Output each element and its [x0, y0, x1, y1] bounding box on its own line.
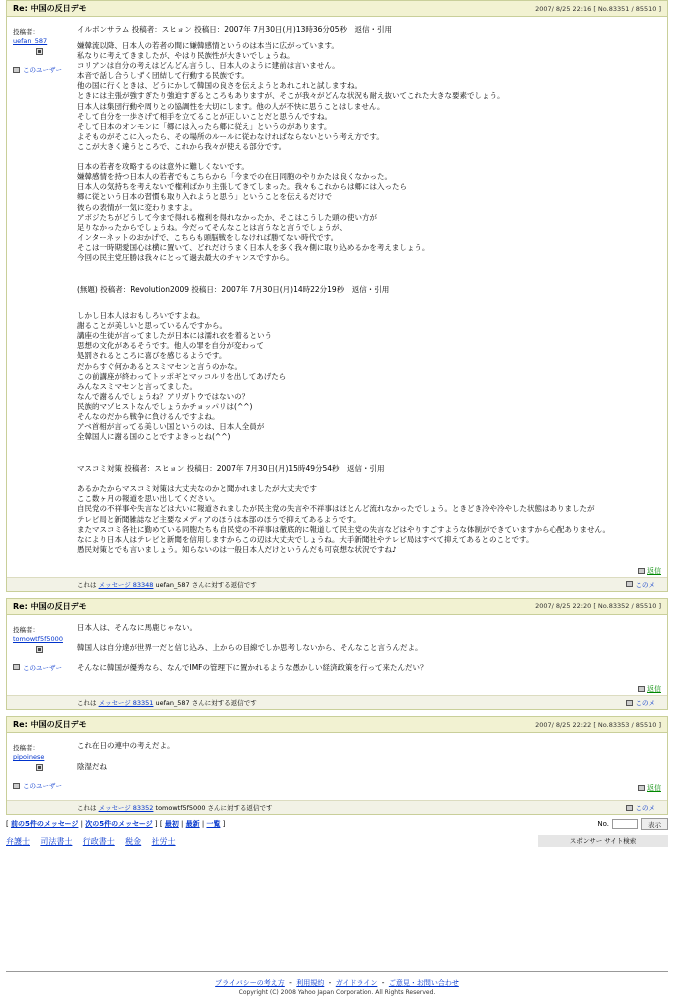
this-user-link[interactable] [13, 663, 65, 672]
list-link[interactable]: 一覧 [206, 820, 221, 829]
post-83351 [6, 0, 668, 592]
tag-link[interactable]: 司法書士 [40, 836, 73, 846]
text-line: この前講座が終わってトッポギとマッコルリを出してあげたら [77, 371, 287, 381]
reply-row [77, 565, 661, 577]
text-line: 思想の文化があるそうです。他人の罪を自分が変わって [77, 341, 264, 351]
reply-row [77, 782, 661, 794]
memo-link[interactable] [626, 698, 656, 707]
foot-suffix: tomowtf5f5000 さんに対する返信です [155, 804, 273, 813]
text-line: コリアンは自分の考えはどんどん言うし、日本人のように建前は言いません。 [77, 61, 340, 71]
poster-label: 投稿者： [13, 625, 39, 634]
text-line: 足りなかったからでしょうね。今だってそんなことは言うなと言うでしょうが、 [77, 222, 347, 232]
next-messages-link[interactable]: 次の5件のメッセージ [85, 820, 153, 829]
sponsor-search-label[interactable]: スポンサー サイト検索 [538, 835, 668, 847]
text-line: 今回の民主党圧勝は我々にとって過去最大のチャンスですから。 [77, 252, 294, 262]
message-navigation: [ 前の5件のメッセージ | 次の5件のメッセージ ] [ 最初 | 最新 | 一覧 ] No. 表示 [6, 817, 668, 831]
text-line: またマスコミ各社に勤めている同胞たちも自民党の不祥事は徹底的に報道して民主党の失言などはやりすごすような体制ができていますから心配ありません。 [77, 524, 610, 534]
text-line: 他の国に行くときは、どうにかして韓国の良さを伝えようとあれこれと試しますね。 [77, 81, 362, 91]
poster-name-link[interactable]: uefan_587 [13, 37, 48, 45]
sponsor-tags [6, 836, 184, 847]
reply-icon [638, 568, 645, 574]
text-line: そして自分を一歩さげて相手を立てることが正しいことだと思うんですね。 [77, 111, 332, 121]
text-line: 私なりに考えてきましたが、やはり民族性が大きいでしょうね。 [77, 51, 295, 61]
poster-name-link[interactable]: pipoinese [13, 753, 45, 762]
poster-panel [7, 733, 71, 800]
post-footer [7, 695, 667, 709]
memo-label: このメ [635, 804, 655, 813]
text-line: 謝ることが美しいと思っているんですから。 [77, 321, 227, 331]
post-title: Re: 中国の反日デモ [13, 4, 87, 13]
text-line [77, 752, 661, 762]
text-line: ここが大きく違うところで、これから我々が使える部分です。 [77, 141, 287, 151]
post-83353 [6, 716, 668, 815]
text-line: 処罰されるところに喜びを感じるようです。 [77, 351, 227, 361]
parent-message-link[interactable]: メッセージ 83352 [98, 804, 154, 813]
text-line: 全韓国人に謝る国のことですよきっとね(^^) [77, 432, 231, 442]
quoted-post-body [77, 484, 661, 555]
text-line: 日本人の気持ちを考えないで権利ばかり主張してきてしまった。我々もこれからは郷には入ったら [77, 182, 407, 192]
text-line: 本音で話し合うしずく団結して行動する民族です。 [77, 71, 249, 81]
user-icon [13, 67, 20, 73]
quoted-post-header: マスコミ対策 投稿者：スヒョン 投稿日：2007年 7月30日(月)15時49分54秒 返信・引用 [77, 464, 385, 474]
post-83352 [6, 598, 668, 710]
text-line: そして日本のオンモンに「郷には入ったら郷に従え」というのがあります。 [77, 121, 332, 131]
latest-link[interactable]: 最新 [185, 820, 200, 829]
post-content [71, 17, 667, 577]
reply-link[interactable]: 返信 [647, 685, 661, 694]
tag-link[interactable]: 社労士 [151, 836, 176, 846]
reply-icon [638, 785, 645, 791]
text-line: 自民党の不祥事や失言などは大いに報道されましたが民主党の失言や不祥事はほとんど流れなかったでしょう。ときどき冷や冷やした状態はありましたが [77, 504, 595, 514]
text-line: 日本人は集団行動や周りとの協調性を大切にします。他の人が不快に思うことはしません。 [77, 101, 385, 111]
memo-label: このメ [635, 699, 655, 708]
user-icon [13, 783, 20, 789]
post-title: Re: 中国の反日デモ [13, 720, 87, 730]
text-line: よそものがそこに入ったら、その場所のルールに従わなければならないという考え方です。 [77, 131, 384, 141]
prev-messages-link[interactable]: 前の5件のメッセージ [10, 820, 79, 829]
foot-prefix: これは [77, 580, 97, 589]
foot-suffix: uefan_587 さんに対する返信です [155, 699, 257, 708]
text-line: 嫌韓感情を持つ日本人の若者でもこちらから「今までの在日同胞のやりかたは良くなかった。 [77, 172, 392, 182]
parent-message-link[interactable]: メッセージ 83348 [98, 580, 154, 589]
text-line: 日本人は、そんなに馬鹿じゃない。 [77, 622, 197, 632]
post-header [7, 599, 667, 615]
reply-icon [638, 686, 645, 692]
text-line: 韓国人は自分達が世界一だと信じ込み、上からの目線でしか思考しないから、そんなこと言うんだよ。 [77, 643, 423, 653]
jump-to-number [597, 818, 668, 830]
first-link[interactable]: 最初 [164, 820, 179, 829]
this-user-label: このユーザー [23, 782, 62, 791]
text-line: そこは一時期愛国心は横に置いて、どれだけうまく日本人を多く我々側に取り込めるかを考えましょう。 [77, 242, 430, 252]
copyright: Copyright (C) 2008 Yahoo Japan Corporation. All Rights Reserved. [238, 989, 436, 996]
reply-link[interactable]: 返信 [647, 783, 661, 792]
privacy-link[interactable]: プライバシーの考え方 [215, 979, 285, 987]
quoted-post-header: (無題) 投稿者：Revolution2009 投稿日：2007年 7月30日(月)14時22分19秒 返信・引用 [77, 285, 390, 295]
text-line: ときには主張が強すぎたり強迫すぎるところもありますが、そこが我々がどんな状況も耐え抜いてこれた大きな要素でしょう。 [77, 91, 505, 101]
text-line: 日本の若者を攻略するのは意外に難しくないです。 [77, 162, 249, 172]
board [6, 0, 668, 848]
memo-icon [626, 805, 633, 811]
text-line: 愚民対策とでも言いましょう。知らないのは一般日本人だけというんだも可哀想な状況ですね♪ [77, 544, 397, 554]
foot-prefix: これは [77, 699, 97, 708]
text-line: しかし日本人はおもしろいですよね。 [77, 311, 205, 321]
memo-icon [626, 581, 633, 587]
memo-link[interactable] [626, 580, 656, 589]
post-meta: 2007/ 8/25 22:20 [ No.83352 / 85510 ] [535, 602, 661, 611]
memo-link[interactable] [626, 803, 656, 812]
guidelines-link[interactable]: ガイドライン [335, 979, 378, 987]
tag-link[interactable]: 税金 [125, 836, 142, 846]
reply-row [77, 683, 661, 695]
profile-icon[interactable] [36, 48, 43, 55]
post-header [7, 717, 667, 733]
text-line: 彼らの表情が一気に変わりますよ。 [77, 202, 197, 212]
text-line: だからすぐ何かあるとスミマセンと言うのかな。 [77, 361, 242, 371]
this-user-label: このユーザー [23, 663, 62, 672]
quoted-post-body [77, 311, 661, 442]
message-number-input[interactable] [612, 819, 638, 829]
number-label: No. [597, 820, 609, 829]
poster-panel [7, 615, 71, 695]
text-line: 民族的マゾヒストなんでしょうかチョッパリは(^^) [77, 401, 253, 411]
poster-panel [7, 17, 71, 577]
text-line: アベ首相が言ってる美しい国というのは、日本人全員が [77, 422, 265, 432]
profile-icon[interactable] [36, 764, 43, 771]
text-line: 講座の生徒が言ってましたが日本には濡れ衣を着るという [77, 331, 272, 341]
text-line [77, 152, 661, 162]
text-line: みんなスミマセンと言ってました。 [77, 381, 197, 391]
user-icon [13, 664, 20, 670]
this-user-link[interactable] [13, 781, 65, 790]
text-line: なにより日本人はテレビと新聞を信用しますからこの辺は大丈夫でしょうね。大手新聞社やテレビ局はすべて抑えてあるとのことです。 [77, 534, 534, 544]
post-footer [7, 800, 667, 814]
post-content [71, 733, 667, 800]
text-line: インターネットのおかげで、こちらも頭脳戦をしなければ勝てない時代です。 [77, 232, 339, 242]
post-header [7, 1, 667, 17]
feedback-link[interactable]: ご意見・お問い合わせ [388, 979, 459, 987]
text-line: アボジたちがどうして今まで得れる権利を得れなかったか、そこはこうした頭の使い方が [77, 212, 377, 222]
post-title: Re: 中国の反日デモ [13, 601, 87, 611]
quoted-post-header: イルボンサラム 投稿者：スヒョン 投稿日：2007年 7月30日(月)13時36分05秒 返信・引用 [77, 25, 392, 34]
memo-label: このメ [635, 580, 655, 589]
text-line: 郷に従という日本の習慣も取り入れようと思う」ということを伝えるだけで [77, 192, 332, 202]
text-line: そんなのだから戦争に負けるんですよね。 [77, 412, 220, 421]
reply-link[interactable]: 返信 [647, 566, 661, 575]
memo-icon [626, 700, 633, 706]
post-meta: 2007/ 8/25 22:16 [ No.83351 / 85510 ] [535, 4, 661, 13]
post-footer [7, 577, 667, 591]
post-meta: 2007/ 8/25 22:22 [ No.83353 / 85510 ] [535, 720, 661, 729]
text-line: 陰湿だね [77, 761, 107, 771]
post-content [71, 615, 667, 695]
this-user-link[interactable] [13, 65, 65, 74]
text-line: テレビ局と新聞雑誌など主要なメディアのほうは本部のほうで抑えてあるようです。 [77, 514, 361, 524]
text-line: なんで謝るんでしょうね？アリガトウではないの？ [77, 391, 250, 401]
show-button[interactable]: 表示 [641, 818, 668, 830]
foot-prefix: これは [77, 804, 97, 813]
quoted-post-body [77, 41, 661, 263]
text-line: ここ数ヶ月の報道を思い出してください。 [77, 494, 220, 504]
text-line: 嫌韓流以降、日本人の若者の間に嫌韓感情というのは本当に広がっています。 [77, 41, 339, 50]
sponsor-row [6, 834, 668, 848]
terms-link[interactable]: 利用規約 [296, 979, 325, 987]
page-footer: プライバシーの考え方 - 利用規約 - ガイドライン - ご意見・お問い合わせ Copyright (C) 2008 Yahoo Japan Corporation. All Rights Reserved. [6, 971, 668, 996]
poster-label: 投稿者： [13, 744, 39, 753]
tag-link[interactable]: 行政書士 [82, 836, 115, 846]
profile-icon[interactable] [36, 646, 43, 653]
text-line: そんなに韓国が優秀なら、なんでIMFの管理下に置かれるような愚かしい経済政策を行って来たんだい？ [77, 663, 428, 673]
text-line [77, 633, 661, 643]
tag-link[interactable]: 弁護士 [6, 836, 30, 846]
poster-label: 投稿者： [13, 28, 39, 36]
text-line: これ在日の連中の考えだよ。 [77, 741, 175, 751]
this-user-label: このユーザー [23, 66, 62, 74]
foot-suffix: uefan_587 さんに対する返信です [155, 580, 257, 589]
poster-name-link[interactable]: tomowtf5f5000 [13, 634, 63, 643]
text-line: あるかたからマスコミ対策は大丈夫なのかと聞かれましたが大丈夫です [77, 484, 317, 494]
parent-message-link[interactable]: メッセージ 83351 [98, 699, 154, 708]
text-line [77, 653, 661, 663]
